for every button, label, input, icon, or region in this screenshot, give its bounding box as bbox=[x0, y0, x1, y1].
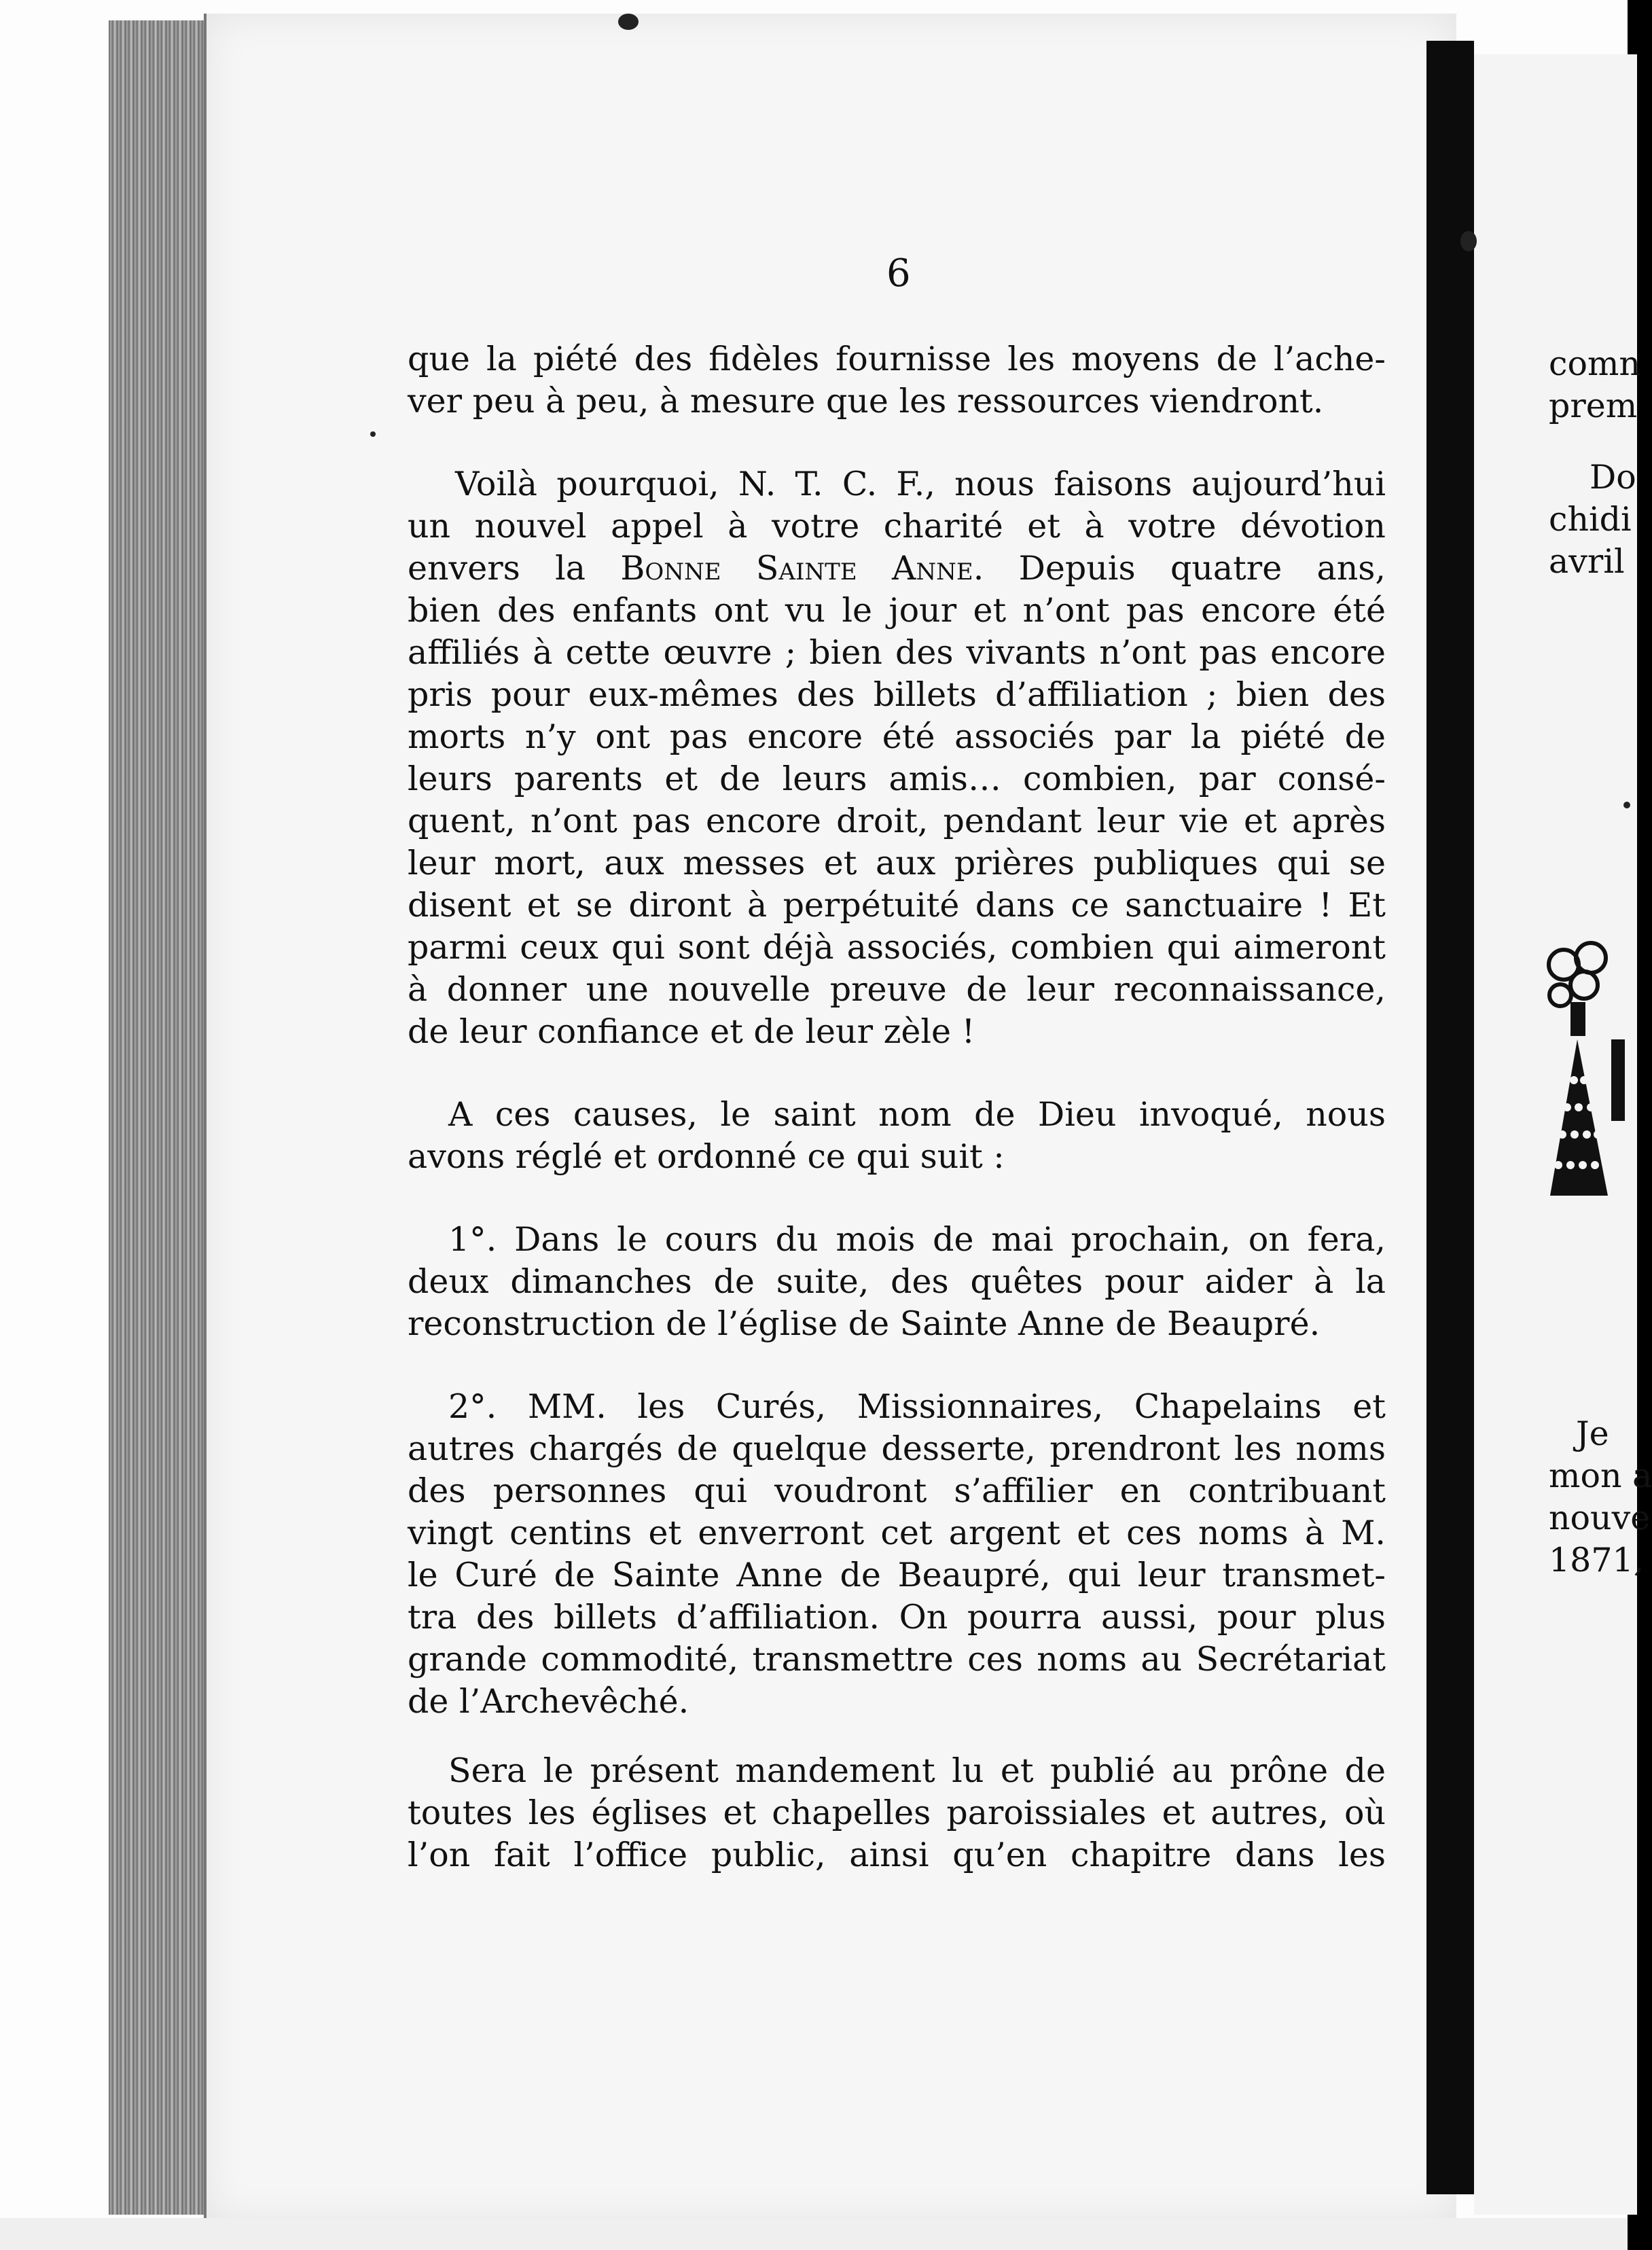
left-page-text bbox=[408, 338, 1386, 1876]
scan-bottom-margin bbox=[0, 2218, 1628, 2250]
text-line: bien des enfants ont vu le jour et n’ont pas encore été bbox=[408, 591, 1386, 630]
text-line: deux dimanches de suite, des quêtes pour aider à la bbox=[408, 1262, 1386, 1301]
ornament-tassel-icon bbox=[1543, 938, 1625, 1209]
text-line: vingt centins et enverront cet argent et ces noms à M. bbox=[408, 1514, 1386, 1552]
text-line: Sera le présent mandement lu et publié au prône de bbox=[448, 1751, 1386, 1790]
right-page-fragment-top: comn prem bbox=[1549, 344, 1640, 425]
book-gutter bbox=[1426, 41, 1474, 2194]
text-line: de leur confiance et de leur zèle ! bbox=[408, 1012, 975, 1051]
text-line: disent et se diront à perpétuité dans ce sanctuaire ! Et bbox=[408, 886, 1386, 925]
text-line: tra des billets d’affiliation. On pourra aussi, pour plus bbox=[408, 1598, 1386, 1637]
text-line: A ces causes, le saint nom de Dieu invoqué, nous bbox=[448, 1095, 1386, 1134]
text-line: un nouvel appel à votre charité et à votre dévotion bbox=[408, 507, 1386, 546]
text-line: pris pour eux-mêmes des billets d’affiliation ; bien des bbox=[408, 675, 1386, 714]
page-number: 6 bbox=[886, 251, 911, 296]
saint-name-smallcaps: Bonne Sainte Anne bbox=[620, 549, 973, 588]
text-line: morts n’y ont pas encore été associés par la piété de bbox=[408, 717, 1386, 756]
text-line-with-smallcaps: envers la Bonne Sainte Anne. Depuis quatre ans, bbox=[408, 549, 1386, 588]
text-line: autres chargés de quelque desserte, prendront les noms bbox=[408, 1429, 1386, 1468]
text-line: quent, n’ont pas encore droit, pendant leur vie et après bbox=[408, 802, 1386, 840]
right-page-fragment-bottom: Je mon a nouve 1871, bbox=[1549, 1414, 1652, 1579]
text-line: reconstruction de l’église de Sainte Anne de Beaupré. bbox=[408, 1304, 1321, 1343]
text-line: ver peu à peu, à mesure que les ressources viendront. bbox=[408, 382, 1324, 421]
right-page-fragment-middle: Do chidi avril bbox=[1549, 458, 1636, 581]
text-line: à donner une nouvelle preuve de leur reconnaissance, bbox=[408, 970, 1386, 1009]
text-line: avons réglé et ordonné ce qui suit : bbox=[408, 1137, 1005, 1176]
text-line: 1°. Dans le cours du mois de mai prochain, on fera, bbox=[448, 1220, 1386, 1259]
text-line: leurs parents et de leurs amis… combien, par consé- bbox=[408, 760, 1386, 798]
text-line: affiliés à cette œuvre ; bien des vivants n’ont pas encore bbox=[408, 633, 1386, 672]
text-line: des personnes qui voudront s’affilier en contribuant bbox=[408, 1471, 1386, 1510]
text-line: parmi ceux qui sont déjà associés, combien qui aimeront bbox=[408, 928, 1386, 967]
text-line: le Curé de Sainte Anne de Beaupré, qui leur transmet- bbox=[408, 1556, 1386, 1594]
text-line: de l’Archevêché. bbox=[408, 1682, 689, 1721]
text-line: toutes les églises et chapelles paroissiales et autres, où bbox=[408, 1793, 1386, 1832]
text-line: que la piété des fidèles fournisse les moyens de l’ache- bbox=[408, 340, 1386, 378]
text-line: grande commodité, transmettre ces noms au Secrétariat bbox=[408, 1640, 1386, 1679]
text-line: Voilà pourquoi, N. T. C. F., nous faisons aujourd’hui bbox=[455, 465, 1386, 503]
book-edge-left bbox=[109, 20, 217, 2215]
text-line: 2°. MM. les Curés, Missionnaires, Chapelains et bbox=[448, 1387, 1386, 1426]
text-line: leur mort, aux messes et aux prières publiques qui se bbox=[408, 844, 1386, 882]
text-line: l’on fait l’office public, ainsi qu’en chapitre dans les bbox=[408, 1836, 1386, 1874]
